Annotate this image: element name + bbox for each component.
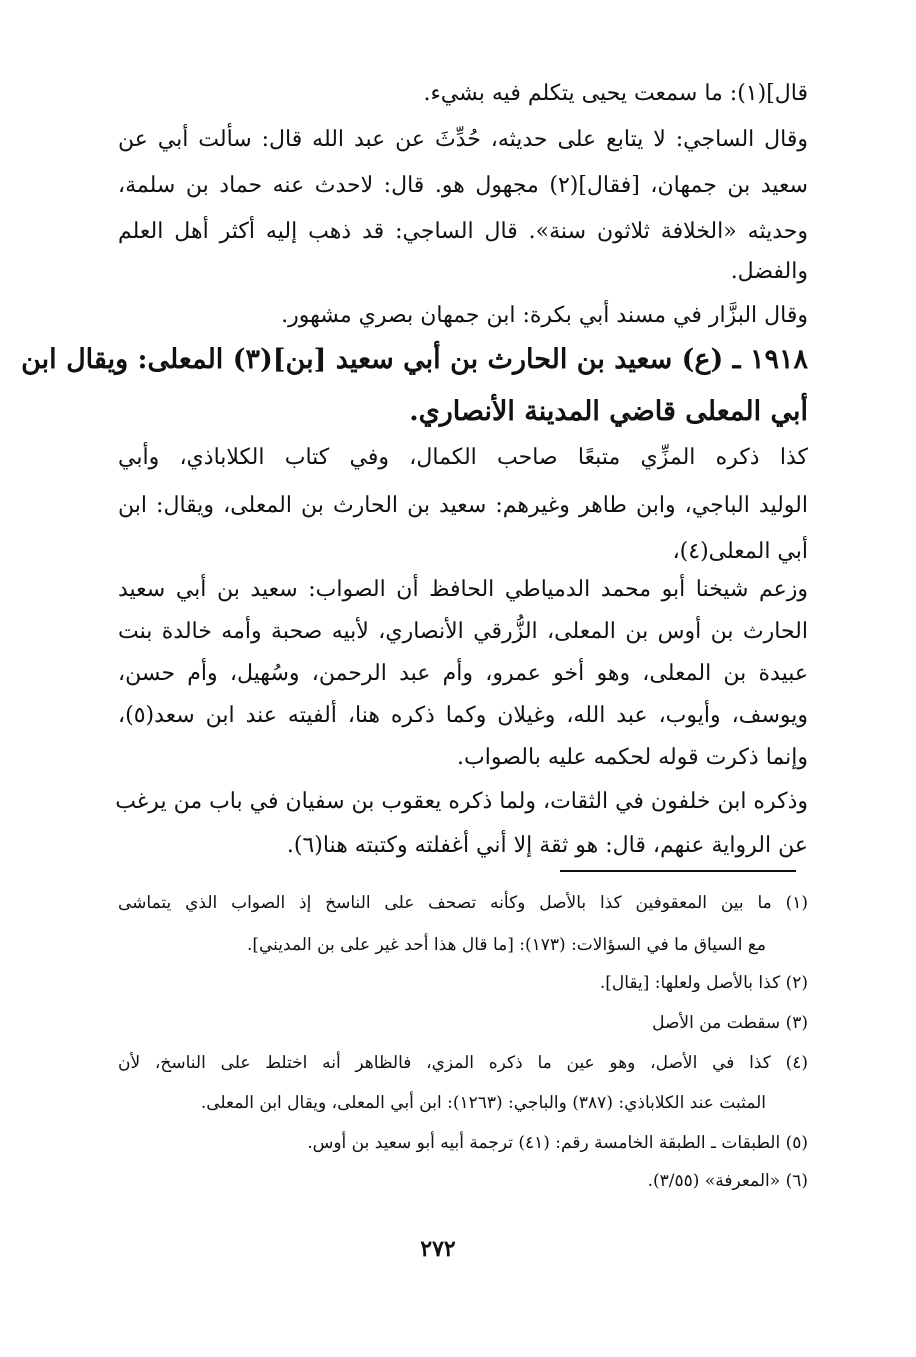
body-line: كذا ذكره المزِّي متبعًا صاحب الكمال، وفي كتاب الكلاباذي، وأبي (118, 445, 808, 470)
entry-heading: ١٩١٨ ـ (ع) سعيد بن الحارث بن أبي سعيد [بن](٣) المعلى: ويقال ابن (21, 344, 808, 375)
footnote-line: (٦) «المعرفة» (٣/٥٥). (647, 1171, 808, 1191)
body-line: الحارث بن أوس بن المعلى، الزُّرقي الأنصاري، لأبيه صحبة وأمه خالدة بنت (118, 619, 808, 644)
footnote-line: (١) ما بين المعقوفين كذا بالأصل وكأنه تصحف على الناسخ إذ الصواب الذي يتماشى (118, 893, 808, 913)
body-line: وقال البزَّار في مسند أبي بكرة: ابن جمهان بصري مشهور. (281, 303, 808, 328)
footnote-separator (560, 870, 796, 872)
body-line: عن الرواية عنهم، قال: هو ثقة إلا أني أغفلته وكتبته هنا(٦). (286, 833, 808, 858)
body-line: قال](١): ما سمعت يحيى يتكلم فيه بشيء. (423, 81, 808, 106)
footnote-line: (٢) كذا بالأصل ولعلها: [يقال]. (599, 973, 808, 993)
body-line: وحديثه «الخلافة ثلاثون سنة». قال الساجي: قد ذهب إليه أكثر أهل العلم (118, 219, 808, 244)
footnote-line: (٤) كذا في الأصل، وهو عين ما ذكره المزي، فالظاهر أنه اختلط على الناسخ، لأن (118, 1053, 808, 1073)
body-line: وإنما ذكرت قوله لحكمه عليه بالصواب. (457, 745, 808, 770)
body-line: أبي المعلى(٤)، (672, 539, 808, 564)
page-number: ٢٧٢ (420, 1236, 456, 1262)
body-line: الوليد الباجي، وابن طاهر وغيرهم: سعيد بن الحارث بن المعلى، ويقال: ابن (118, 493, 808, 518)
entry-heading: أبي المعلى قاضي المدينة الأنصاري. (409, 396, 808, 427)
body-line: سعيد بن جمهان، [فقال](٢) مجهول هو. قال: لاحدث عنه حماد بن سلمة، (118, 173, 808, 198)
body-line: ويوسف، وأيوب، عبد الله، وغيلان وكما ذكره هنا، ألفيته عند ابن سعد(٥)، (118, 703, 808, 728)
body-line: وزعم شيخنا أبو محمد الدمياطي الحافظ أن الصواب: سعيد بن أبي سعيد (118, 577, 808, 602)
footnote-line: مع السياق ما في السؤالات: (١٧٣): [ما قال هذا أحد غير على بن المديني]. (246, 935, 766, 955)
footnote-line: (٣) سقطت من الأصل (652, 1013, 808, 1033)
body-line: عبيدة بن المعلى، وهو أخو عمرو، وأم عبد الرحمن، وسُهيل، وأم حسن، (118, 661, 808, 686)
body-line: وذكره ابن خلفون في الثقات، ولما ذكره يعقوب بن سفيان في باب من يرغب (115, 789, 808, 814)
footnote-line: (٥) الطبقات ـ الطبقة الخامسة رقم: (٤١) ترجمة أبيه أبو سعيد بن أوس. (307, 1133, 808, 1153)
footnote-line: المثبت عند الكلاباذي: (٣٨٧) والباجي: (١٢٦٣): ابن أبي المعلى، ويقال ابن المعلى. (200, 1093, 766, 1113)
body-line: وقال الساجي: لا يتابع على حديثه، حُدِّثَ عن عبد الله قال: سألت أبي عن (118, 127, 808, 152)
body-line: والفضل. (730, 259, 808, 284)
